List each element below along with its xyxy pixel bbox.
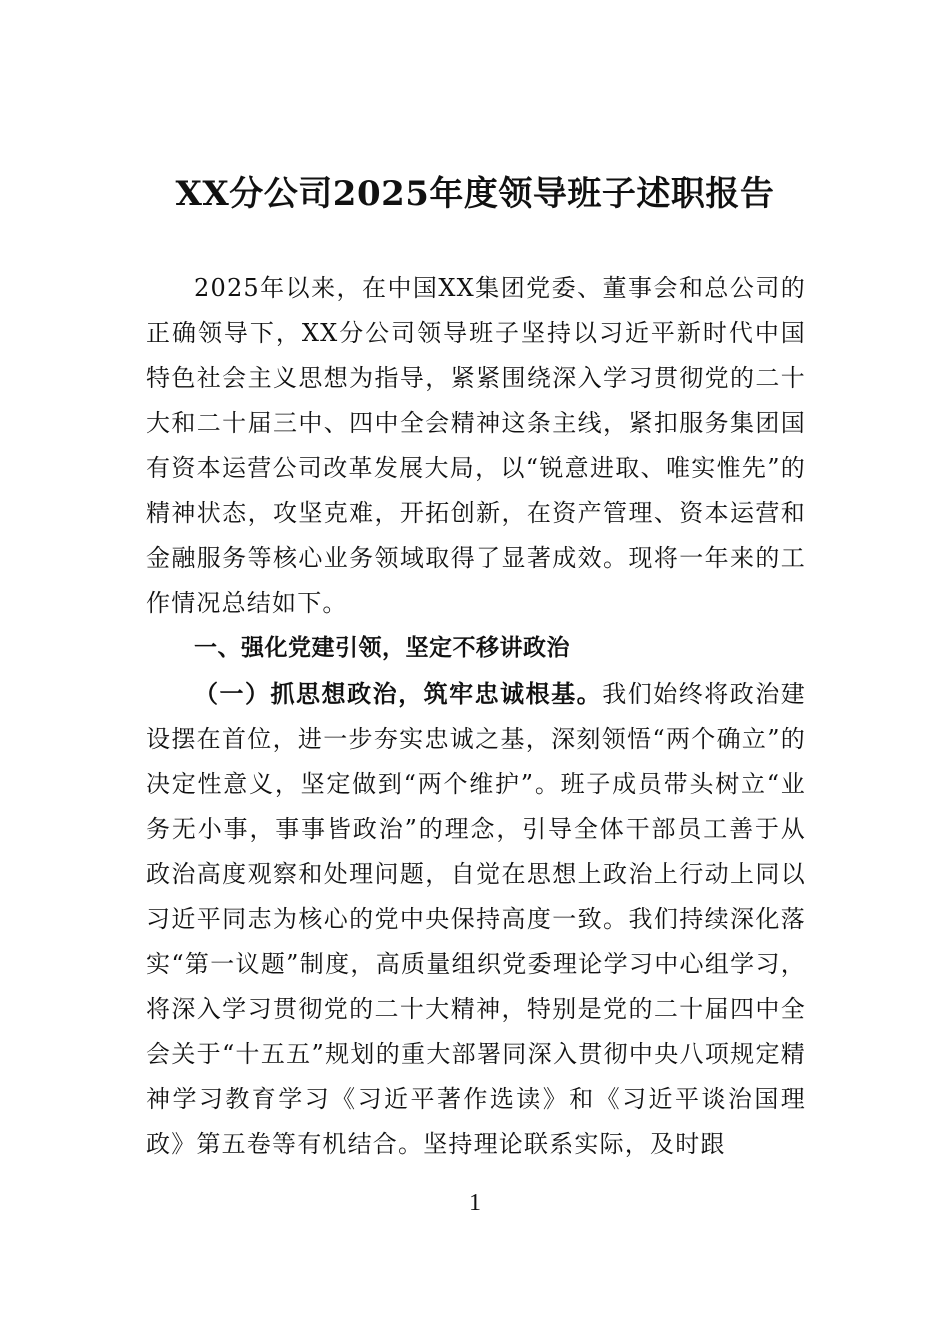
document-title: XX分公司2025年度领导班子述职报告 xyxy=(175,174,775,214)
subsection-paragraph-1 xyxy=(146,671,806,1167)
page-number: 1 xyxy=(469,1190,481,1216)
subsection-body-1: 我们始终将政治建设摆在首位，进一步夯实忠诚之基，深刻领悟“两个确立”的决定性意义，坚定做到“两个维护”。班子成员带头树立“业务无小事，事事皆政治”的理念，引导全体干部员工善于从政治高度观察和处理问题，自觉在思想上政治上行动上同以习近平同志为核心的党中央保持高度一致。我们持续深化落实“第一议题”制度，高质量组织党委理论学习中心组学习，将深入学习贯彻党的二十大精神，特别是党的二十届四中全会关于“十五五”规划的重大部署同深入贯彻中央八项规定精神学习教育学习《习近平著作选读》和《习近平谈治国理政》第五卷等有机结合。坚持理论联系实际，及时跟 xyxy=(146,680,806,1158)
subsection-heading-1: （一）抓思想政治，筑牢忠诚根基。 xyxy=(194,679,603,708)
section-heading-1: 一、强化党建引领，坚定不移讲政治 xyxy=(194,635,570,661)
intro-paragraph: 2025年以来，在中国XX集团党委、董事会和总公司的正确领导下，XX分公司领导班子坚持以习近平新时代中国特色社会主义思想为指导，紧紧围绕深入学习贯彻党的二十大和二十届三中、四中全会精神这条主线，紧扣服务集团国有资本运营公司改革发展大局，以“锐意进取、唯实惟先”的精神状态，攻坚克难，开拓创新，在资产管理、资本运营和金融服务等核心业务领域取得了显著成效。现将一年来的工作情况总结如下。 xyxy=(146,274,806,617)
document-body xyxy=(146,266,806,1167)
